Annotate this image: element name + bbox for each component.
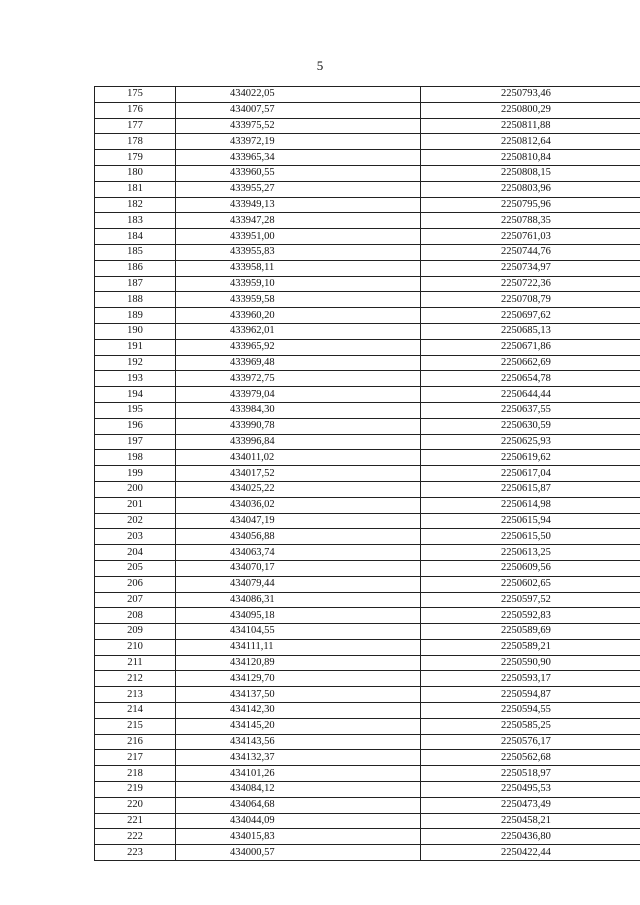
- table-row: [95, 292, 640, 308]
- y-coordinate-cell: 2250594,55: [421, 703, 640, 719]
- point-number-cell: 176: [95, 102, 176, 118]
- table-row: [95, 718, 640, 734]
- table-row: [95, 371, 640, 387]
- point-number-cell: 190: [95, 323, 176, 339]
- point-number-cell: 180: [95, 165, 176, 181]
- x-coordinate-cell: 433960,20: [176, 308, 421, 324]
- point-number-cell: 178: [95, 134, 176, 150]
- point-number-cell: 197: [95, 434, 176, 450]
- x-coordinate-cell: 433955,27: [176, 181, 421, 197]
- y-coordinate-cell: 2250644,44: [421, 387, 640, 403]
- point-number-cell: 218: [95, 766, 176, 782]
- table-row: [95, 402, 640, 418]
- table-row: [95, 845, 640, 861]
- table-row: [95, 592, 640, 608]
- coordinates-table-body: [95, 87, 640, 861]
- point-number-cell: 188: [95, 292, 176, 308]
- x-coordinate-cell: 434104,55: [176, 624, 421, 640]
- point-number-cell: 219: [95, 782, 176, 798]
- table-row: [95, 323, 640, 339]
- y-coordinate-cell: 2250495,53: [421, 782, 640, 798]
- point-number-cell: 210: [95, 639, 176, 655]
- x-coordinate-cell: 434025,22: [176, 481, 421, 497]
- y-coordinate-cell: 2250812,64: [421, 134, 640, 150]
- table-row: [95, 165, 640, 181]
- x-coordinate-cell: 434000,57: [176, 845, 421, 861]
- y-coordinate-cell: 2250589,69: [421, 624, 640, 640]
- table-row: [95, 655, 640, 671]
- x-coordinate-cell: 434017,52: [176, 466, 421, 482]
- point-number-cell: 212: [95, 671, 176, 687]
- x-coordinate-cell: 433996,84: [176, 434, 421, 450]
- point-number-cell: 175: [95, 87, 176, 103]
- point-number-cell: 177: [95, 118, 176, 134]
- x-coordinate-cell: 433959,10: [176, 276, 421, 292]
- x-coordinate-cell: 433955,83: [176, 244, 421, 260]
- y-coordinate-cell: 2250744,76: [421, 244, 640, 260]
- x-coordinate-cell: 434036,02: [176, 497, 421, 513]
- table-row: [95, 418, 640, 434]
- table-row: [95, 797, 640, 813]
- y-coordinate-cell: 2250761,03: [421, 229, 640, 245]
- table-row: [95, 829, 640, 845]
- page-number: 5: [316, 58, 324, 73]
- table-row: [95, 624, 640, 640]
- y-coordinate-cell: 2250609,56: [421, 560, 640, 576]
- x-coordinate-cell: 434044,09: [176, 813, 421, 829]
- table-row: [95, 608, 640, 624]
- x-coordinate-cell: 433972,75: [176, 371, 421, 387]
- table-row: [95, 466, 640, 482]
- table-row: [95, 450, 640, 466]
- table-row: [95, 576, 640, 592]
- y-coordinate-cell: 2250590,90: [421, 655, 640, 671]
- y-coordinate-cell: 2250637,55: [421, 402, 640, 418]
- point-number-cell: 221: [95, 813, 176, 829]
- y-coordinate-cell: 2250615,87: [421, 481, 640, 497]
- table-row: [95, 513, 640, 529]
- table-row: [95, 102, 640, 118]
- point-number-cell: 192: [95, 355, 176, 371]
- x-coordinate-cell: 433975,52: [176, 118, 421, 134]
- point-number-cell: 220: [95, 797, 176, 813]
- point-number-cell: 213: [95, 687, 176, 703]
- table-row: [95, 244, 640, 260]
- y-coordinate-cell: 2250671,86: [421, 339, 640, 355]
- point-number-cell: 189: [95, 308, 176, 324]
- x-coordinate-cell: 433962,01: [176, 323, 421, 339]
- point-number-cell: 200: [95, 481, 176, 497]
- y-coordinate-cell: 2250654,78: [421, 371, 640, 387]
- point-number-cell: 199: [95, 466, 176, 482]
- y-coordinate-cell: 2250615,94: [421, 513, 640, 529]
- x-coordinate-cell: 434047,19: [176, 513, 421, 529]
- y-coordinate-cell: 2250734,97: [421, 260, 640, 276]
- y-coordinate-cell: 2250811,88: [421, 118, 640, 134]
- y-coordinate-cell: 2250810,84: [421, 150, 640, 166]
- table-row: [95, 734, 640, 750]
- table-row: [95, 87, 640, 103]
- table-row: [95, 181, 640, 197]
- point-number-cell: 198: [95, 450, 176, 466]
- point-number-cell: 187: [95, 276, 176, 292]
- point-number-cell: 215: [95, 718, 176, 734]
- y-coordinate-cell: 2250594,87: [421, 687, 640, 703]
- y-coordinate-cell: 2250662,69: [421, 355, 640, 371]
- point-number-cell: 206: [95, 576, 176, 592]
- point-number-cell: 223: [95, 845, 176, 861]
- x-coordinate-cell: 433984,30: [176, 402, 421, 418]
- x-coordinate-cell: 433965,92: [176, 339, 421, 355]
- x-coordinate-cell: 434086,31: [176, 592, 421, 608]
- y-coordinate-cell: 2250615,50: [421, 529, 640, 545]
- x-coordinate-cell: 434111,11: [176, 639, 421, 655]
- x-coordinate-cell: 434070,17: [176, 560, 421, 576]
- y-coordinate-cell: 2250589,21: [421, 639, 640, 655]
- table-row: [95, 545, 640, 561]
- y-coordinate-cell: 2250808,15: [421, 165, 640, 181]
- x-coordinate-cell: 434084,12: [176, 782, 421, 798]
- y-coordinate-cell: 2250562,68: [421, 750, 640, 766]
- point-number-cell: 207: [95, 592, 176, 608]
- point-number-cell: 193: [95, 371, 176, 387]
- x-coordinate-cell: 434129,70: [176, 671, 421, 687]
- y-coordinate-cell: 2250602,65: [421, 576, 640, 592]
- table-row: [95, 639, 640, 655]
- x-coordinate-cell: 433947,28: [176, 213, 421, 229]
- x-coordinate-cell: 434137,50: [176, 687, 421, 703]
- point-number-cell: 209: [95, 624, 176, 640]
- x-coordinate-cell: 433979,04: [176, 387, 421, 403]
- y-coordinate-cell: 2250788,35: [421, 213, 640, 229]
- point-number-cell: 182: [95, 197, 176, 213]
- point-number-cell: 201: [95, 497, 176, 513]
- x-coordinate-cell: 433960,55: [176, 165, 421, 181]
- x-coordinate-cell: 434056,88: [176, 529, 421, 545]
- x-coordinate-cell: 433949,13: [176, 197, 421, 213]
- y-coordinate-cell: 2250473,49: [421, 797, 640, 813]
- table-row: [95, 339, 640, 355]
- y-coordinate-cell: 2250422,44: [421, 845, 640, 861]
- point-number-cell: 204: [95, 545, 176, 561]
- x-coordinate-cell: 433958,11: [176, 260, 421, 276]
- y-coordinate-cell: 2250458,21: [421, 813, 640, 829]
- y-coordinate-cell: 2250708,79: [421, 292, 640, 308]
- table-row: [95, 150, 640, 166]
- y-coordinate-cell: 2250614,98: [421, 497, 640, 513]
- x-coordinate-cell: 433951,00: [176, 229, 421, 245]
- y-coordinate-cell: 2250685,13: [421, 323, 640, 339]
- y-coordinate-cell: 2250793,46: [421, 87, 640, 103]
- table-row: [95, 560, 640, 576]
- table-row: [95, 703, 640, 719]
- x-coordinate-cell: 433972,19: [176, 134, 421, 150]
- y-coordinate-cell: 2250576,17: [421, 734, 640, 750]
- point-number-cell: 202: [95, 513, 176, 529]
- table-row: [95, 671, 640, 687]
- x-coordinate-cell: 434011,02: [176, 450, 421, 466]
- y-coordinate-cell: 2250613,25: [421, 545, 640, 561]
- point-number-cell: 186: [95, 260, 176, 276]
- x-coordinate-cell: 434063,74: [176, 545, 421, 561]
- table-row: [95, 497, 640, 513]
- table-row: [95, 387, 640, 403]
- point-number-cell: 183: [95, 213, 176, 229]
- table-row: [95, 213, 640, 229]
- table-row: [95, 355, 640, 371]
- coordinates-table: [94, 86, 640, 861]
- x-coordinate-cell: 434064,68: [176, 797, 421, 813]
- table-row: [95, 197, 640, 213]
- table-row: [95, 276, 640, 292]
- y-coordinate-cell: 2250630,59: [421, 418, 640, 434]
- point-number-cell: 203: [95, 529, 176, 545]
- y-coordinate-cell: 2250592,83: [421, 608, 640, 624]
- y-coordinate-cell: 2250593,17: [421, 671, 640, 687]
- x-coordinate-cell: 434143,56: [176, 734, 421, 750]
- table-row: [95, 434, 640, 450]
- table-row: [95, 782, 640, 798]
- y-coordinate-cell: 2250625,93: [421, 434, 640, 450]
- x-coordinate-cell: 434132,37: [176, 750, 421, 766]
- x-coordinate-cell: 433990,78: [176, 418, 421, 434]
- table-row: [95, 481, 640, 497]
- point-number-cell: 205: [95, 560, 176, 576]
- y-coordinate-cell: 2250697,62: [421, 308, 640, 324]
- x-coordinate-cell: 434022,05: [176, 87, 421, 103]
- y-coordinate-cell: 2250722,36: [421, 276, 640, 292]
- point-number-cell: 196: [95, 418, 176, 434]
- point-number-cell: 195: [95, 402, 176, 418]
- table-row: [95, 308, 640, 324]
- point-number-cell: 216: [95, 734, 176, 750]
- point-number-cell: 208: [95, 608, 176, 624]
- point-number-cell: 185: [95, 244, 176, 260]
- x-coordinate-cell: 433969,48: [176, 355, 421, 371]
- x-coordinate-cell: 434007,57: [176, 102, 421, 118]
- x-coordinate-cell: 434101,26: [176, 766, 421, 782]
- point-number-cell: 179: [95, 150, 176, 166]
- y-coordinate-cell: 2250585,25: [421, 718, 640, 734]
- table-row: [95, 260, 640, 276]
- x-coordinate-cell: 433959,58: [176, 292, 421, 308]
- table-row: [95, 687, 640, 703]
- table-row: [95, 750, 640, 766]
- y-coordinate-cell: 2250800,29: [421, 102, 640, 118]
- x-coordinate-cell: 434145,20: [176, 718, 421, 734]
- point-number-cell: 184: [95, 229, 176, 245]
- y-coordinate-cell: 2250518,97: [421, 766, 640, 782]
- table-row: [95, 766, 640, 782]
- x-coordinate-cell: 434095,18: [176, 608, 421, 624]
- point-number-cell: 181: [95, 181, 176, 197]
- table-row: [95, 529, 640, 545]
- table-row: [95, 134, 640, 150]
- point-number-cell: 211: [95, 655, 176, 671]
- point-number-cell: 222: [95, 829, 176, 845]
- point-number-cell: 214: [95, 703, 176, 719]
- y-coordinate-cell: 2250597,52: [421, 592, 640, 608]
- y-coordinate-cell: 2250803,96: [421, 181, 640, 197]
- x-coordinate-cell: 434120,89: [176, 655, 421, 671]
- point-number-cell: 191: [95, 339, 176, 355]
- table-row: [95, 813, 640, 829]
- table-row: [95, 118, 640, 134]
- y-coordinate-cell: 2250436,80: [421, 829, 640, 845]
- x-coordinate-cell: 433965,34: [176, 150, 421, 166]
- x-coordinate-cell: 434015,83: [176, 829, 421, 845]
- y-coordinate-cell: 2250617,04: [421, 466, 640, 482]
- y-coordinate-cell: 2250795,96: [421, 197, 640, 213]
- x-coordinate-cell: 434079,44: [176, 576, 421, 592]
- point-number-cell: 217: [95, 750, 176, 766]
- table-row: [95, 229, 640, 245]
- point-number-cell: 194: [95, 387, 176, 403]
- y-coordinate-cell: 2250619,62: [421, 450, 640, 466]
- x-coordinate-cell: 434142,30: [176, 703, 421, 719]
